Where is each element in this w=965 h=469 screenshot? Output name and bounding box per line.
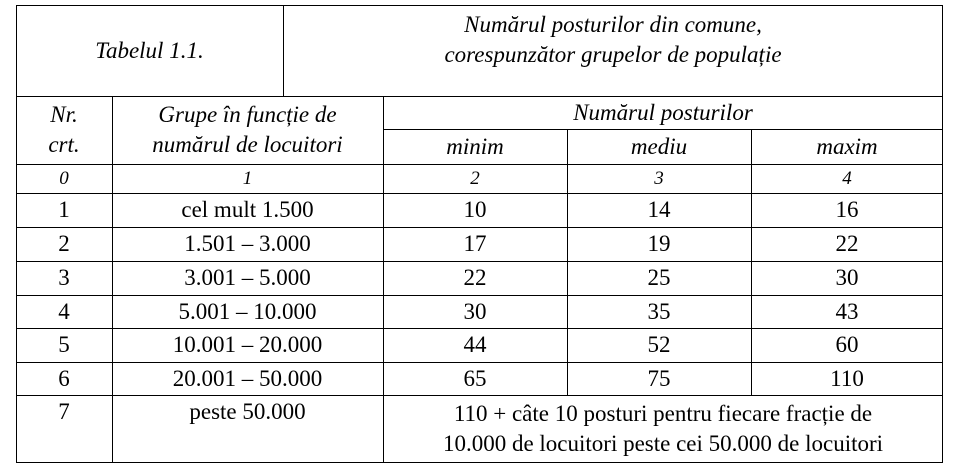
- header-posts: Numărul posturilor: [573, 99, 753, 125]
- header-group: Grupe în funcție de numărul de locuitori: [152, 102, 343, 157]
- header-mid: mediu: [630, 133, 688, 159]
- index-cell: 0: [59, 167, 69, 189]
- table-row-6-nr: 6: [58, 365, 70, 391]
- table-row-1-mid: 14: [647, 197, 671, 222]
- table-row-6-max: 110: [830, 365, 864, 391]
- table-row-6-min: 65: [463, 365, 487, 391]
- table-row-5-mid: 52: [647, 332, 671, 357]
- table-row-3-nr: 3: [58, 265, 70, 290]
- table-row-5-group: 10.001 – 20.000: [172, 332, 323, 357]
- table-row-5-max: 60: [835, 332, 859, 357]
- table-row-2-max: 22: [835, 231, 859, 256]
- table-row-4-nr: 4: [58, 298, 70, 324]
- header-nr: Nr. crt.: [48, 102, 80, 157]
- table-row-7-note-line2: 10.000 de locuitori peste cei 50.000 de locuitori: [442, 431, 884, 456]
- table-row-5-min: 44: [463, 332, 487, 357]
- table-row-3-mid: 25: [647, 265, 671, 290]
- table-row-2-nr: 2: [58, 231, 70, 256]
- index-cell: 3: [654, 167, 664, 189]
- table-row-4-min: 30: [463, 298, 487, 324]
- table-row-7-note: [383, 395, 943, 463]
- table-caption: Tabelul 1.1.: [95, 37, 204, 63]
- table-row-2-group: 1.501 – 3.000: [184, 231, 311, 256]
- table-row-4-max: 43: [835, 298, 859, 324]
- index-cell: 1: [242, 167, 253, 189]
- table-row-7-note-line1: 110 + câte 10 posturi pentru fiecare fracție de: [453, 401, 873, 426]
- table-title: [283, 5, 943, 75]
- header-min: minim: [446, 133, 504, 159]
- table-row-7-group: peste 50.000: [189, 399, 306, 424]
- table-row-1-min: 10: [463, 197, 487, 222]
- table-row-6-group: 20.001 – 50.000: [172, 365, 323, 391]
- table-row-2-mid: 19: [647, 231, 671, 256]
- table-row-7-nr: 7: [58, 399, 70, 424]
- index-cell: 4: [842, 167, 852, 189]
- table-row-2-min: 17: [463, 231, 487, 256]
- index-cell: 2: [470, 167, 480, 189]
- table-row-3-group: 3.001 – 5.000: [184, 265, 311, 290]
- table-title-line2: corespunzător grupelor de populație: [444, 42, 782, 67]
- table-row-3-max: 30: [835, 265, 859, 290]
- table-row-6-mid: 75: [647, 365, 671, 391]
- table-row-1-nr: 1: [58, 197, 70, 222]
- table-row-3-min: 22: [463, 265, 487, 290]
- table-row-4-mid: 35: [647, 298, 671, 324]
- table-row-1-max: 16: [835, 197, 859, 222]
- table-row-1-group: cel mult 1.500: [181, 197, 314, 222]
- table-title-line1: Numărul posturilor din comune,: [464, 12, 762, 37]
- table-row-4-group: 5.001 – 10.000: [178, 298, 317, 324]
- header-max: maxim: [816, 133, 878, 159]
- table-row-5-nr: 5: [58, 332, 70, 357]
